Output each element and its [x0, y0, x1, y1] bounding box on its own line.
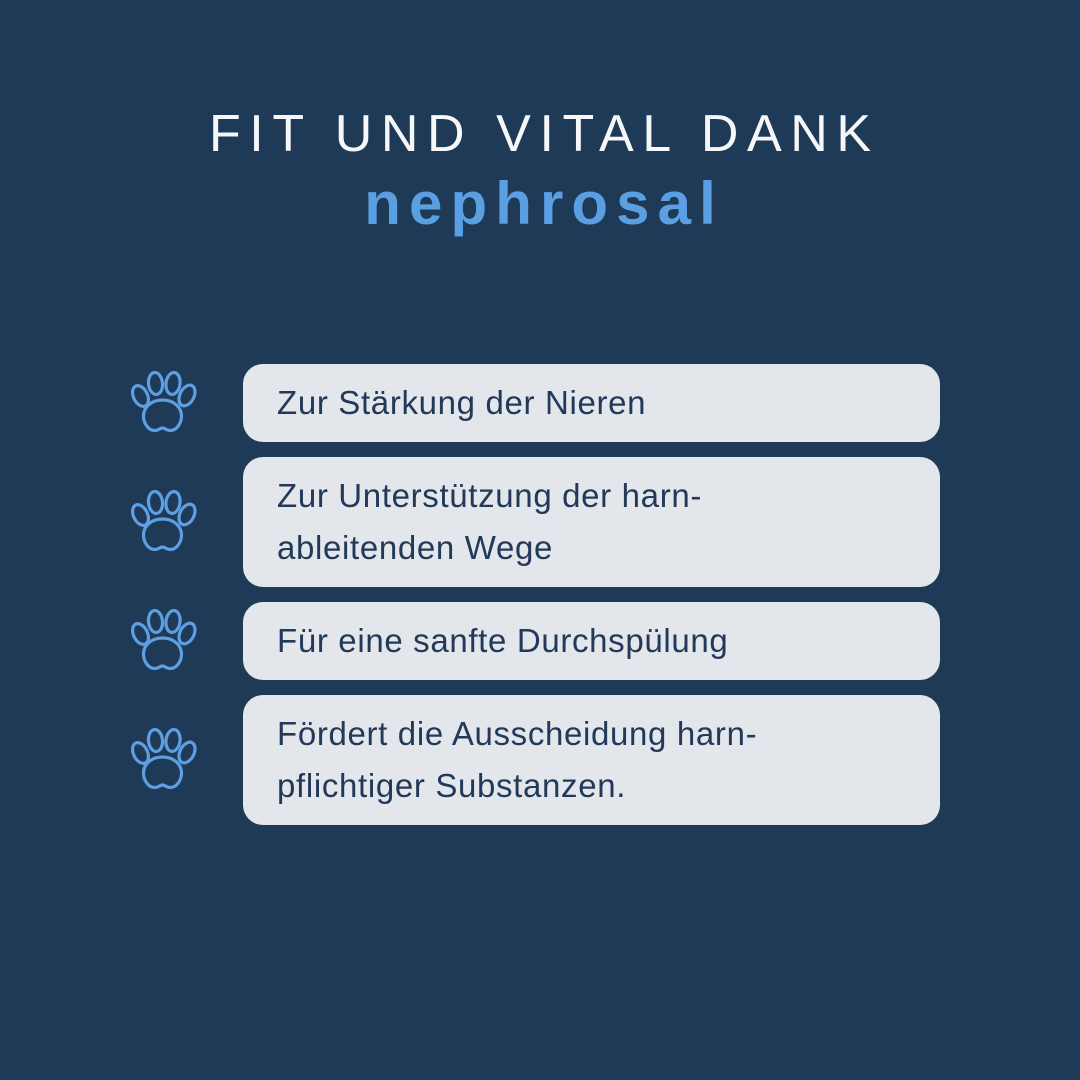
benefit-row	[128, 602, 940, 680]
benefit-row	[128, 364, 940, 442]
benefit-row	[128, 457, 940, 587]
benefit-card	[243, 602, 940, 680]
benefit-text-line: Für eine sanfte Durchspülung	[277, 622, 729, 659]
benefits-list	[128, 364, 940, 825]
benefit-text-line: ableitenden Wege	[277, 529, 553, 566]
benefit-text-line: Fördert die Ausscheidung harn-	[277, 715, 758, 752]
benefit-row	[128, 695, 940, 825]
header	[0, 103, 1080, 239]
paw-icon	[128, 609, 198, 673]
benefit-text-line: Zur Stärkung der Nieren	[277, 384, 647, 421]
headline: FIT UND VITAL DANK	[208, 105, 880, 163]
brand-name: nephrosal	[364, 170, 724, 237]
benefit-text-line: Zur Unterstützung der harn-	[277, 477, 703, 514]
benefit-text-line: pflichtiger Substanzen.	[277, 767, 627, 804]
paw-icon	[128, 490, 198, 554]
benefit-card	[243, 695, 940, 825]
benefit-card	[243, 457, 940, 587]
paw-icon	[128, 371, 198, 435]
paw-icon	[128, 728, 198, 792]
benefit-card	[243, 364, 940, 442]
